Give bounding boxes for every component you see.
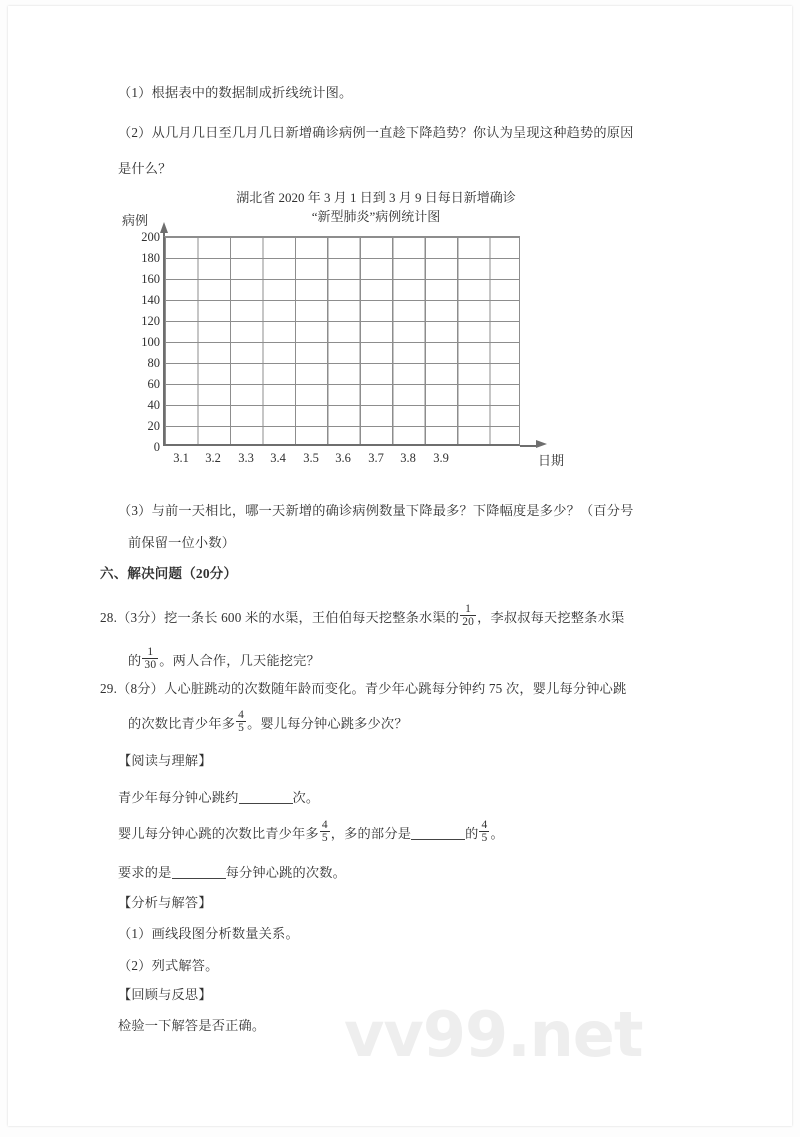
answer-blank[interactable]: [239, 790, 293, 803]
question-27-part-2-line-2: 是什么？: [118, 161, 172, 176]
reading-line-3: [118, 858, 346, 888]
fraction-four-fifths: $\frac{4}{5}$: [321, 819, 328, 845]
page-content: [8, 6, 792, 1126]
reading-line-2-text-d: 。: [490, 826, 504, 841]
x-tick: 3.7: [368, 451, 384, 465]
analysis-answer-heading: 【分析与解答】: [118, 895, 212, 910]
y-tick: 20: [147, 419, 160, 433]
question-28: [100, 603, 624, 633]
question-29-number: 29.: [100, 681, 118, 696]
y-axis-label: 病例: [122, 213, 149, 228]
question-29-text-a: 人心脏跳动的次数随年龄而变化。青少年心跳每分钟约 75 次，婴儿每分钟心跳: [164, 681, 627, 696]
x-tick: 3.1: [173, 451, 189, 465]
reading-line-1: [118, 783, 319, 813]
reading-line-2-text-b: ，多的部分是: [330, 826, 412, 841]
question-27-part-1: （1）根据表中的数据制成折线统计图。: [118, 85, 353, 100]
review-reflection-heading: 【回顾与反思】: [118, 987, 212, 1002]
question-28-text-c: 的: [128, 653, 142, 668]
question-27-part-3-line-1: （3）与前一天相比，哪一天新增的确诊病例数量下降最多？下降幅度是多少？（百分号: [118, 503, 634, 518]
fraction-one-thirtieth: $\frac{1}{30}$: [144, 646, 157, 672]
x-tick: 3.8: [400, 451, 416, 465]
y-tick: 0: [153, 440, 160, 454]
review-reflection-text: 检验一下解答是否正确。: [118, 1018, 266, 1033]
question-29-text-c: 。婴儿每分钟心跳多少次？: [247, 716, 408, 731]
y-tick: 160: [141, 272, 160, 286]
y-tick: 180: [141, 251, 160, 265]
chart-title: [166, 188, 586, 226]
reading-line-3-text-a: 要求的是: [118, 865, 172, 880]
x-tick: 3.3: [238, 451, 254, 465]
question-29-text-b: 的次数比青少年多: [128, 716, 236, 731]
y-tick: 140: [141, 293, 160, 307]
reading-line-3-text-b: 每分钟心跳的次数。: [225, 865, 347, 880]
analysis-step-1: （1）画线段图分析数量关系。: [118, 926, 299, 941]
reading-line-2: [118, 819, 504, 849]
question-28-number: 28.: [100, 610, 118, 625]
x-tick: 3.4: [270, 451, 286, 465]
question-28-score: （3分）: [117, 610, 165, 625]
x-tick: 3.5: [303, 451, 319, 465]
reading-understanding-heading: 【阅读与理解】: [118, 753, 212, 768]
y-tick: 100: [141, 335, 160, 349]
x-tick: 3.2: [205, 451, 221, 465]
answer-blank[interactable]: [172, 865, 226, 878]
y-tick: 80: [147, 356, 160, 370]
reading-line-2-text-a: 婴儿每分钟心跳的次数比青少年多: [118, 826, 319, 841]
y-axis-arrow-icon: [160, 222, 168, 233]
line-chart-grid: [118, 188, 588, 476]
chart-title-line-2: “新型肺炎”病例统计图: [311, 209, 441, 224]
x-tick: 3.9: [433, 451, 449, 465]
question-29: [100, 674, 626, 704]
fraction-four-fifths: $\frac{4}{5}$: [481, 819, 488, 845]
question-27-part-2-line-1: （2）从几月几日至几月几日新增确诊病例一直趁下降趋势？你认为呈现这种趋势的原因: [118, 125, 634, 140]
question-29-line-2: [128, 709, 408, 739]
x-axis-arrow-icon: [536, 440, 547, 448]
site-watermark: vv99.net: [344, 998, 643, 1071]
y-tick: 120: [141, 314, 160, 328]
question-29-score: （8分）: [117, 681, 165, 696]
question-28-line-2: [128, 646, 320, 676]
section-heading: 六、解决问题（20分）: [100, 566, 238, 581]
analysis-step-2: （2）列式解答。: [118, 958, 219, 973]
x-axis-label: 日期: [538, 453, 565, 468]
chart-plot-area: [163, 236, 520, 446]
reading-line-1-text-a: 青少年每分钟心跳约: [118, 790, 239, 805]
answer-blank[interactable]: [411, 826, 465, 839]
question-28-text-d: 。两人合作，几天能挖完？: [159, 653, 320, 668]
exam-page: [8, 6, 792, 1126]
reading-line-1-text-b: 次。: [292, 790, 320, 805]
reading-line-2-text-c: 的: [465, 826, 479, 841]
y-tick: 200: [141, 230, 160, 244]
question-28-text-a: 挖一条长 600 米的水渠，王伯伯每天挖整条水渠的: [164, 610, 460, 625]
y-tick: 60: [147, 377, 160, 391]
y-axis-ticks: [118, 230, 160, 454]
fraction-four-fifths: $\frac{4}{5}$: [238, 709, 245, 735]
chart-title-line-1: 湖北省 2020 年 3 月 1 日到 3 月 9 日每日新增确诊: [236, 190, 516, 205]
question-28-text-b: ，李叔叔每天挖整条水渠: [477, 610, 625, 625]
question-27-part-3-line-2: 前保留一位小数）: [128, 535, 236, 550]
y-tick: 40: [147, 398, 160, 412]
x-tick: 3.6: [335, 451, 351, 465]
fraction-one-twentieth: $\frac{1}{20}$: [462, 603, 475, 629]
